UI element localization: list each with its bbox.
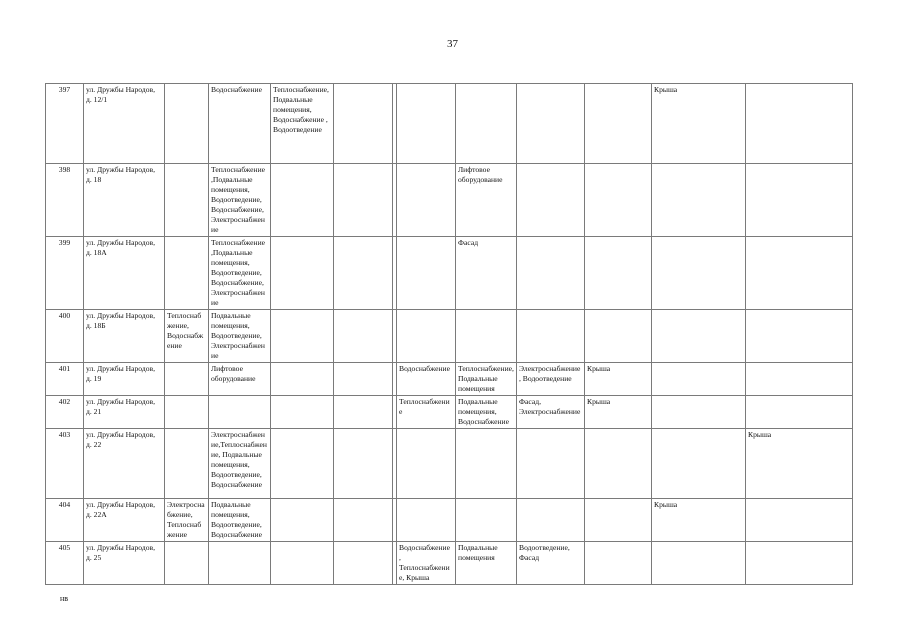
work-type-cell: Подвальные помещения, Водоотведение, Водоснабжение [209, 499, 271, 542]
footer-mark: нв [60, 594, 69, 603]
row-number-cell: 397 [46, 84, 84, 164]
work-type-cell: Лифтовое оборудование [456, 164, 517, 237]
repair-schedule-table [45, 83, 853, 585]
work-type-cell [746, 84, 853, 164]
work-type-cell: Водоснабжение , Теплоснабжение, Крыша [397, 542, 456, 585]
work-type-cell [165, 429, 209, 499]
work-type-cell: Электроснабжение,Теплоснабжение, Подвальные помещения, Водоотведение, Водоснабжение [209, 429, 271, 499]
work-type-cell [585, 542, 652, 585]
work-type-cell [746, 499, 853, 542]
work-type-cell [165, 363, 209, 396]
work-type-cell [334, 429, 393, 499]
work-type-cell: Водоотведение, Фасад [517, 542, 585, 585]
row-number-cell: 403 [46, 429, 84, 499]
work-type-cell: Фасад, Электроснабжение [517, 396, 585, 429]
work-type-cell [652, 429, 746, 499]
work-type-cell [271, 310, 334, 363]
address-cell: ул. Дружбы Народов, д. 18Б [84, 310, 165, 363]
work-type-cell: Электроснабжение, Теплоснабжение [165, 499, 209, 542]
work-type-cell [397, 499, 456, 542]
work-type-cell: Теплоснабжение, Водоснабжение [165, 310, 209, 363]
work-type-cell [334, 310, 393, 363]
work-type-cell: Подвальные помещения, Водоотведение, Электроснабжение [209, 310, 271, 363]
work-type-cell [456, 429, 517, 499]
row-number-cell: 401 [46, 363, 84, 396]
work-type-cell [456, 310, 517, 363]
table-row [46, 499, 853, 542]
work-type-cell [165, 542, 209, 585]
address-cell: ул. Дружбы Народов, д. 22А [84, 499, 165, 542]
work-type-cell: Крыша [585, 396, 652, 429]
work-type-cell: Теплоснабжение ,Подвальные помещения, Водоотведение, Водоснабжение, Электроснабжение [209, 237, 271, 310]
work-type-cell [397, 310, 456, 363]
work-type-cell [271, 363, 334, 396]
row-number-cell: 402 [46, 396, 84, 429]
work-type-cell: Теплоснабжение,Подвальные помещения, Водоснабжение , Водоотведение [271, 84, 334, 164]
work-type-cell [652, 310, 746, 363]
work-type-cell [271, 429, 334, 499]
work-type-cell [271, 499, 334, 542]
table-row [46, 396, 853, 429]
work-type-cell [456, 499, 517, 542]
work-type-cell [334, 164, 393, 237]
work-type-cell [517, 429, 585, 499]
work-type-cell [397, 237, 456, 310]
work-type-cell [585, 429, 652, 499]
table-row [46, 542, 853, 585]
row-number-cell: 398 [46, 164, 84, 237]
work-type-cell [746, 363, 853, 396]
work-type-cell [209, 396, 271, 429]
work-type-cell [165, 84, 209, 164]
work-type-cell [746, 310, 853, 363]
work-type-cell: Фасад [456, 237, 517, 310]
work-type-cell [334, 542, 393, 585]
page-number: 37 [447, 38, 458, 50]
work-type-cell [397, 164, 456, 237]
address-cell: ул. Дружбы Народов, д. 25 [84, 542, 165, 585]
work-type-cell [517, 237, 585, 310]
work-type-cell: Теплоснабжение, Подвальные помещения [456, 363, 517, 396]
work-type-cell [746, 237, 853, 310]
work-type-cell [397, 84, 456, 164]
work-type-cell: Подвальные помещения [456, 542, 517, 585]
table-row [46, 84, 853, 164]
work-type-cell [334, 84, 393, 164]
table-row [46, 363, 853, 396]
table-row [46, 429, 853, 499]
work-type-cell [585, 310, 652, 363]
work-type-cell [585, 164, 652, 237]
work-type-cell [165, 164, 209, 237]
work-type-cell [271, 164, 334, 237]
work-type-cell: Теплоснабжение [397, 396, 456, 429]
work-type-cell [271, 237, 334, 310]
work-type-cell [397, 429, 456, 499]
address-cell: ул. Дружбы Народов, д. 21 [84, 396, 165, 429]
work-type-cell [652, 363, 746, 396]
row-number-cell: 404 [46, 499, 84, 542]
address-cell: ул. Дружбы Народов, д. 22 [84, 429, 165, 499]
work-type-cell [746, 542, 853, 585]
address-cell: ул. Дружбы Народов, д. 18А [84, 237, 165, 310]
work-type-cell: Лифтовое оборудование [209, 363, 271, 396]
work-type-cell [517, 310, 585, 363]
work-type-cell: Крыша [585, 363, 652, 396]
work-type-cell [334, 396, 393, 429]
work-type-cell [585, 499, 652, 542]
work-type-cell [585, 84, 652, 164]
work-type-cell [165, 396, 209, 429]
address-cell: ул. Дружбы Народов, д. 19 [84, 363, 165, 396]
work-type-cell [652, 237, 746, 310]
work-type-cell [271, 542, 334, 585]
work-type-cell: Водоснабжение [209, 84, 271, 164]
work-type-cell [652, 542, 746, 585]
work-type-cell [652, 164, 746, 237]
work-type-cell [517, 84, 585, 164]
table-row [46, 310, 853, 363]
work-type-cell [746, 164, 853, 237]
work-type-cell: Электроснабжение, Водоотведение [517, 363, 585, 396]
address-cell: ул. Дружбы Народов, д. 18 [84, 164, 165, 237]
work-type-cell [585, 237, 652, 310]
work-type-cell: Подвальные помещения, Водоснабжение [456, 396, 517, 429]
work-type-cell [652, 396, 746, 429]
table-row [46, 164, 853, 237]
work-type-cell [165, 237, 209, 310]
work-type-cell: Крыша [652, 499, 746, 542]
row-number-cell: 399 [46, 237, 84, 310]
work-type-cell: Водоснабжение [397, 363, 456, 396]
row-number-cell: 400 [46, 310, 84, 363]
address-cell: ул. Дружбы Народов, д. 12/1 [84, 84, 165, 164]
table-row [46, 237, 853, 310]
work-type-cell: Крыша [652, 84, 746, 164]
work-type-cell [209, 542, 271, 585]
work-type-cell [746, 396, 853, 429]
work-type-cell [517, 499, 585, 542]
work-type-cell [456, 84, 517, 164]
row-number-cell: 405 [46, 542, 84, 585]
work-type-cell: Крыша [746, 429, 853, 499]
work-type-cell [517, 164, 585, 237]
work-type-cell [271, 396, 334, 429]
work-type-cell [334, 237, 393, 310]
work-type-cell [334, 363, 393, 396]
work-type-cell [334, 499, 393, 542]
work-type-cell: Теплоснабжение ,Подвальные помещения, Водоотведение, Водоснабжение, Электроснабжение [209, 164, 271, 237]
